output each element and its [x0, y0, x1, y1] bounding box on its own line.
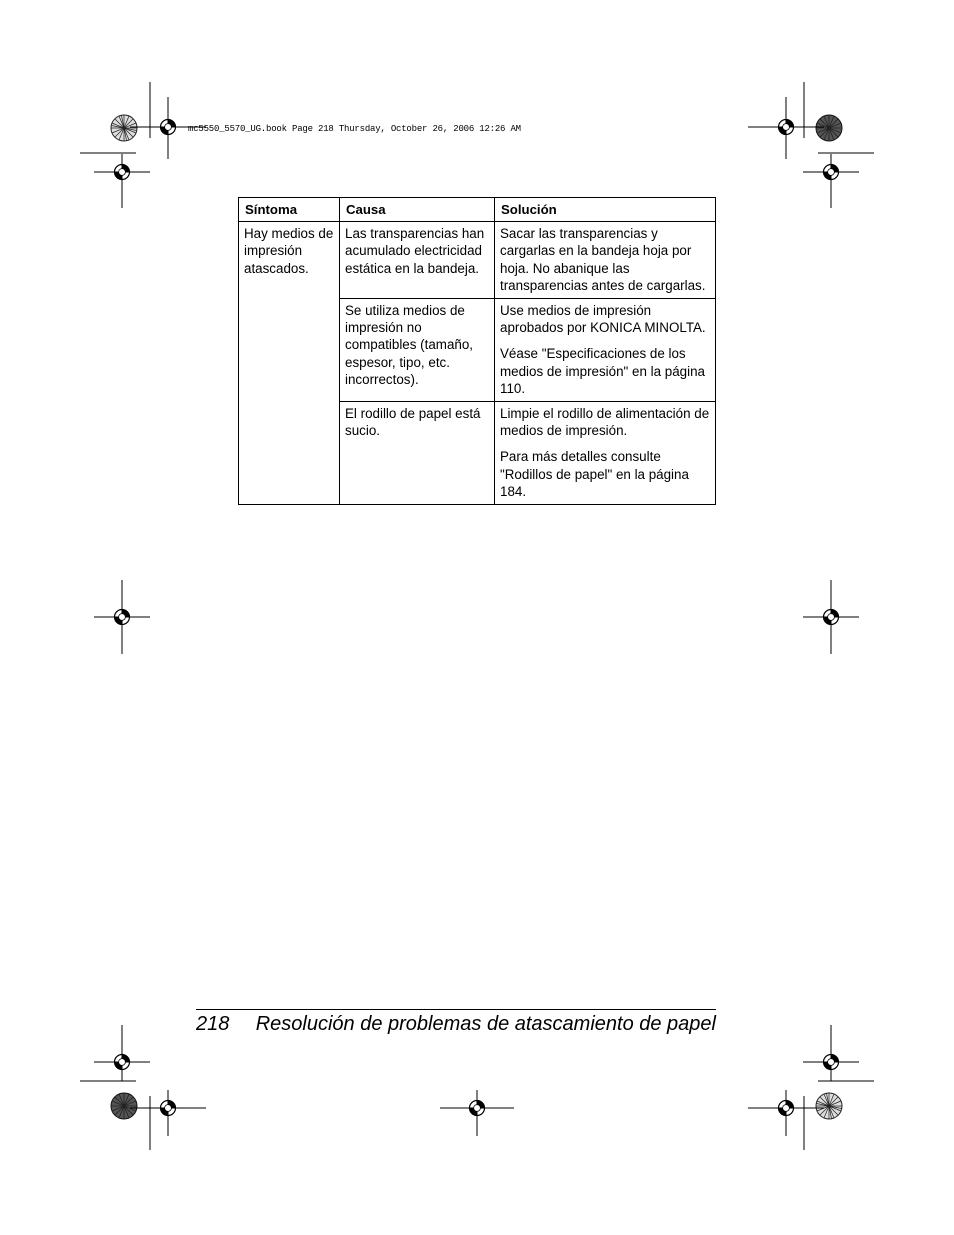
- header-symptom: Síntoma: [239, 198, 340, 222]
- header-solution: Solución: [495, 198, 716, 222]
- table-row: [239, 222, 716, 299]
- solution-text: Sacar las transparencias y cargarlas en la bandeja hoja por hoja. No abanique las transparencias antes de cargarlas.: [500, 226, 706, 293]
- symptom-cell: Hay medios de impresión atascados.: [239, 222, 340, 505]
- table-header-row: [239, 198, 716, 222]
- header-cause: Causa: [340, 198, 495, 222]
- solution-text: Use medios de impresión aprobados por KONICA MINOLTA.: [500, 303, 706, 336]
- solution-cell: [495, 402, 716, 505]
- troubleshooting-table: [238, 197, 716, 505]
- footer-rule: [196, 1009, 716, 1010]
- chapter-title: Resolución de problemas de atascamiento de papel: [255, 1013, 716, 1035]
- print-header: mc5550_5570_UG.book Page 218 Thursday, October 26, 2006 12:26 AM: [188, 124, 521, 134]
- solution-cell: [495, 222, 716, 299]
- cause-cell: El rodillo de papel está sucio.: [340, 402, 495, 505]
- solution-text: Para más detalles consulte "Rodillos de papel" en la página 184.: [500, 449, 689, 499]
- solution-cell: [495, 299, 716, 402]
- solution-text: Véase "Especificaciones de los medios de impresión" en la página 110.: [500, 346, 705, 396]
- cause-cell: Se utiliza medios de impresión no compatibles (tamaño, espesor, tipo, etc. incorrectos).: [340, 299, 495, 402]
- page-number: 218: [196, 1013, 230, 1035]
- cause-cell: Las transparencias han acumulado electricidad estática en la bandeja.: [340, 222, 495, 299]
- solution-text: Limpie el rodillo de alimentación de medios de impresión.: [500, 406, 710, 439]
